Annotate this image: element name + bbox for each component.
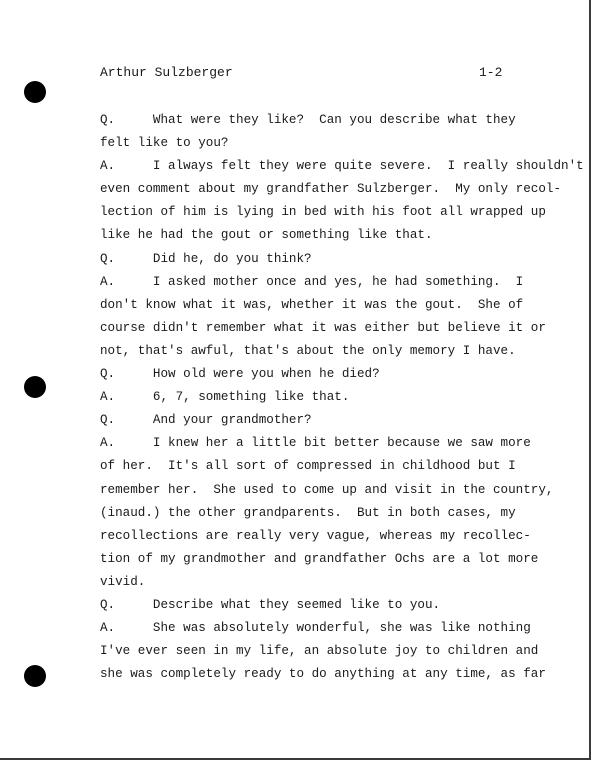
transcript-line: A. I asked mother once and yes, he had something. I <box>100 274 524 289</box>
binder-hole-middle <box>24 376 46 398</box>
transcript-line: Q. Describe what they seemed like to you. <box>100 597 441 612</box>
binder-hole-top <box>24 81 46 103</box>
transcript-line: Q. And your grandmother? <box>100 413 312 428</box>
page-number: 1-2 <box>479 65 503 80</box>
interviewee-name: Arthur Sulzberger <box>100 65 233 80</box>
transcript-line: Q. Did he, do you think? <box>100 251 312 266</box>
transcript-line: even comment about my grandfather Sulzberger. My only recol- <box>100 182 562 197</box>
transcript-line: A. I always felt they were quite severe. I really shouldn't <box>100 159 584 174</box>
transcript-line: like he had the gout or something like that. <box>100 228 433 243</box>
transcript-body <box>100 109 584 686</box>
transcript-line: not, that's awful, that's about the only memory I have. <box>100 343 516 358</box>
transcript-line: A. She was absolutely wonderful, she was like nothing <box>100 621 531 636</box>
transcript-line: I've ever seen in my life, an absolute joy to children and <box>100 644 539 659</box>
transcript-line: A. 6, 7, something like that. <box>100 390 350 405</box>
transcript-line: remember her. She used to come up and visit in the country, <box>100 482 554 497</box>
binder-hole-bottom <box>24 665 46 687</box>
transcript-line: course didn't remember what it was either but believe it or <box>100 320 546 335</box>
transcript-line: recollections are really very vague, whereas my recollec- <box>100 528 531 543</box>
transcript-line: Q. What were they like? Can you describe what they <box>100 113 516 127</box>
transcript-line: of her. It's all sort of compressed in childhood but I <box>100 459 516 474</box>
transcript-line: don't know what it was, whether it was the gout. She of <box>100 297 524 312</box>
transcript-line: vivid. <box>100 574 146 589</box>
transcript-line: lection of him is lying in bed with his foot all wrapped up <box>100 205 546 220</box>
transcript-line: felt like to you? <box>100 136 229 151</box>
transcript-line: (inaud.) the other grandparents. But in both cases, my <box>100 505 516 520</box>
transcript-line: A. I knew her a little bit better because we saw more <box>100 436 531 451</box>
transcript-line: Q. How old were you when he died? <box>100 367 380 382</box>
transcript-line: she was completely ready to do anything at any time, as far <box>100 667 546 682</box>
transcript-line: tion of my grandmother and grandfather Ochs are a lot more <box>100 551 539 566</box>
